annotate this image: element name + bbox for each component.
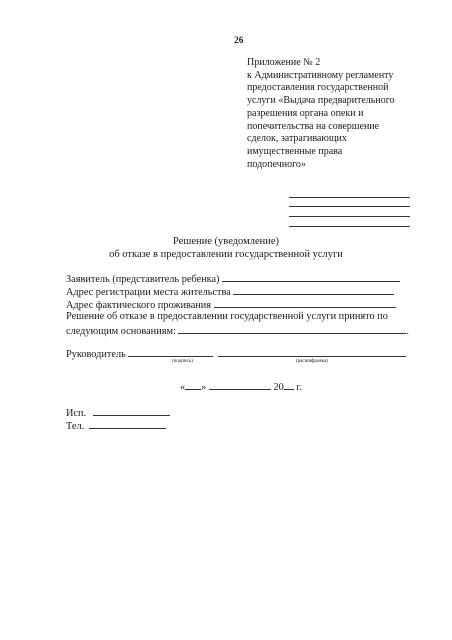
page-number: 26	[234, 36, 244, 46]
appendix-block	[247, 57, 395, 171]
decision-grounds-label: следующим основаниям:	[66, 326, 176, 337]
document-subtitle: об отказе в предоставлении государственной услуги	[109, 249, 343, 260]
year-prefix: 20	[273, 382, 284, 393]
date-close-quote: »	[201, 382, 207, 393]
actual-address-field[interactable]	[214, 298, 396, 308]
applicant-field[interactable]	[222, 272, 400, 282]
decryption-field[interactable]	[218, 356, 406, 357]
appendix-line: подопечного»	[247, 158, 306, 170]
document-title: Решение (уведомление)	[172, 236, 280, 247]
registration-label: Адрес регистрации места жительства	[66, 287, 231, 298]
signature-caption: (подпись)	[172, 359, 193, 364]
appendix-line: попечительства на совершение	[247, 120, 380, 132]
signature-field[interactable]	[128, 347, 213, 357]
signature-label: Руководитель	[66, 349, 126, 360]
actual-address-label: Адрес фактического проживания	[66, 300, 212, 311]
month-field[interactable]	[209, 380, 271, 390]
registration-row	[66, 285, 394, 298]
day-field[interactable]	[185, 380, 201, 390]
date-row	[180, 380, 302, 393]
executor-field[interactable]	[93, 406, 170, 416]
year-suffix: г.	[296, 382, 302, 393]
addressee-line	[289, 216, 410, 217]
year-field[interactable]	[284, 380, 294, 390]
decision-text: Решение об отказе в предоставлении государственной услуги принято по	[66, 311, 388, 322]
decision-grounds-field[interactable]	[178, 324, 406, 334]
date-open-quote: «	[180, 382, 186, 393]
appendix-line: сделок, затрагивающих	[247, 133, 347, 145]
appendix-line: Приложение № 2	[247, 57, 321, 68]
appendix-line: разрешения органа опеки и	[247, 107, 364, 119]
decision-grounds-end: .	[406, 326, 409, 337]
phone-field[interactable]	[89, 419, 166, 429]
addressee-line	[289, 226, 410, 227]
appendix-line: имущественные права	[247, 145, 343, 157]
applicant-row	[66, 272, 400, 285]
registration-field[interactable]	[233, 285, 394, 295]
phone-label: Тел.	[66, 421, 85, 432]
appendix-line: услуги «Выдача предварительного	[247, 95, 395, 107]
actual-address-row	[66, 298, 396, 311]
applicant-label: Заявитель (представитель ребенка)	[66, 274, 220, 285]
phone-row	[66, 419, 166, 432]
appendix-line: к Административному регламенту	[247, 69, 394, 81]
appendix-line: предоставления государственной	[247, 82, 389, 94]
addressee-line	[289, 206, 410, 207]
executor-row	[66, 406, 170, 419]
addressee-line	[289, 197, 410, 198]
decryption-caption: (расшифровка)	[296, 359, 328, 364]
decision-grounds-row	[66, 324, 409, 337]
executor-label: Исп.	[66, 408, 87, 419]
